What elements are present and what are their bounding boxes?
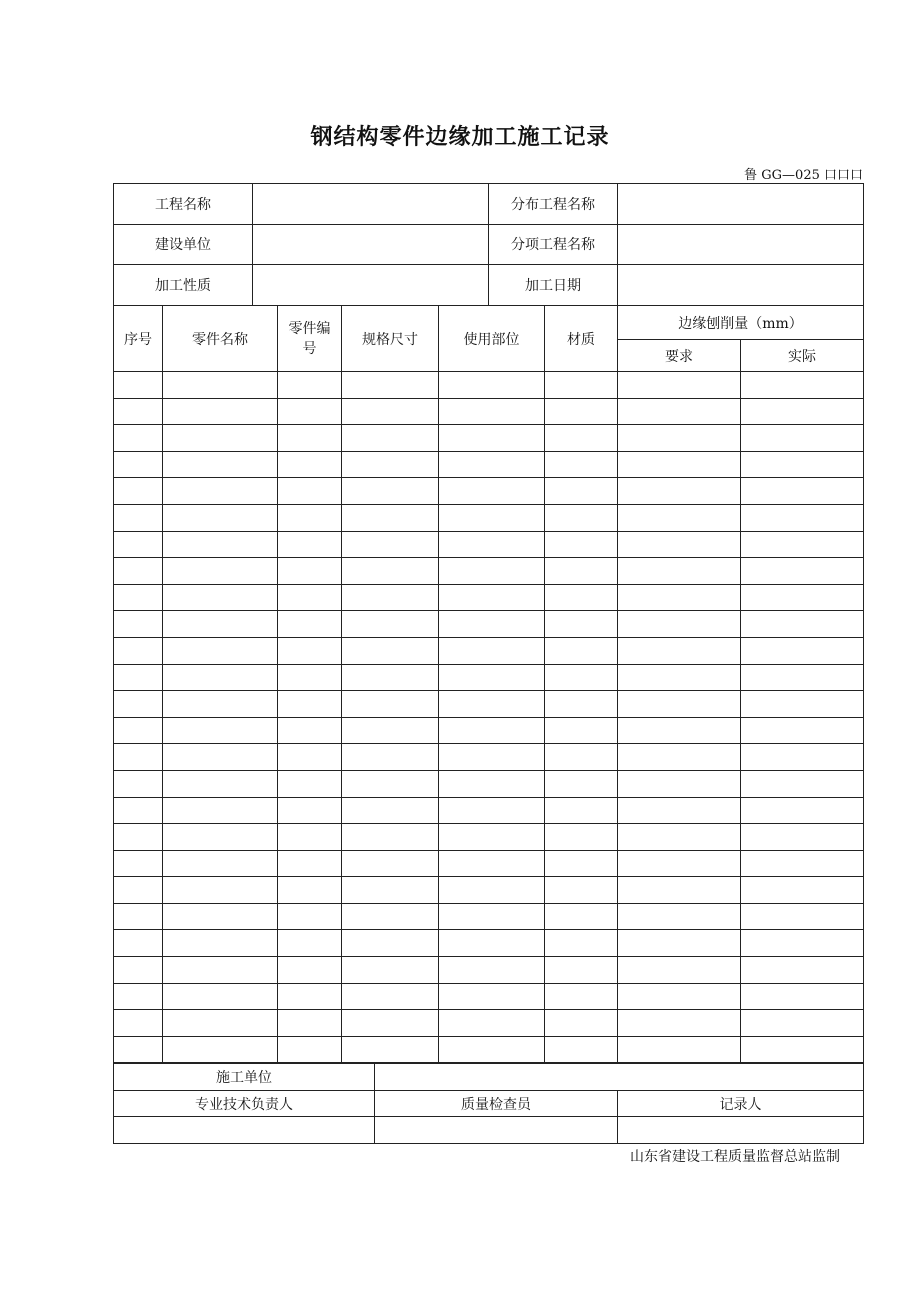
table-row xyxy=(114,584,864,611)
cell-seq[interactable] xyxy=(114,877,163,904)
cell-part-no[interactable] xyxy=(278,770,342,797)
cell-part-name[interactable] xyxy=(163,717,278,744)
cell-required[interactable] xyxy=(618,558,741,585)
cell-location[interactable] xyxy=(439,957,545,984)
header-material: 材质 xyxy=(545,306,618,372)
cell-required[interactable] xyxy=(618,744,741,771)
cell-location[interactable] xyxy=(439,478,545,505)
cell-location[interactable] xyxy=(439,877,545,904)
cell-required[interactable] xyxy=(618,824,741,851)
records-table xyxy=(113,305,864,1063)
process-nature-label: 加工性质 xyxy=(114,265,253,306)
item-project-label: 分项工程名称 xyxy=(489,224,618,265)
cell-part-no[interactable] xyxy=(278,983,342,1010)
cell-actual[interactable] xyxy=(741,372,864,399)
cell-part-name[interactable] xyxy=(163,1010,278,1037)
cell-part-no[interactable] xyxy=(278,930,342,957)
cell-spec[interactable] xyxy=(342,1010,439,1037)
cell-seq[interactable] xyxy=(114,531,163,558)
cell-actual[interactable] xyxy=(741,478,864,505)
cell-seq[interactable] xyxy=(114,1036,163,1063)
cell-actual[interactable] xyxy=(741,611,864,638)
cell-part-no[interactable] xyxy=(278,1010,342,1037)
cell-spec[interactable] xyxy=(342,1036,439,1063)
builder-field[interactable] xyxy=(253,224,489,265)
table-row xyxy=(114,877,864,904)
cell-spec[interactable] xyxy=(342,797,439,824)
cell-part-no[interactable] xyxy=(278,957,342,984)
cell-seq[interactable] xyxy=(114,957,163,984)
cell-material[interactable] xyxy=(545,850,618,877)
table-row xyxy=(114,983,864,1010)
cell-part-no[interactable] xyxy=(278,850,342,877)
cell-part-name[interactable] xyxy=(163,797,278,824)
cell-seq[interactable] xyxy=(114,504,163,531)
cell-location[interactable] xyxy=(439,850,545,877)
cell-required[interactable] xyxy=(618,637,741,664)
cell-spec[interactable] xyxy=(342,983,439,1010)
table-row xyxy=(114,717,864,744)
cell-part-name[interactable] xyxy=(163,983,278,1010)
cell-part-name[interactable] xyxy=(163,451,278,478)
table-row xyxy=(114,372,864,399)
table-row xyxy=(114,664,864,691)
sub-project-field[interactable] xyxy=(618,184,864,225)
cell-location[interactable] xyxy=(439,372,545,399)
cell-material[interactable] xyxy=(545,425,618,452)
cell-part-name[interactable] xyxy=(163,504,278,531)
cell-part-name[interactable] xyxy=(163,824,278,851)
cell-actual[interactable] xyxy=(741,824,864,851)
cell-part-name[interactable] xyxy=(163,744,278,771)
table-row xyxy=(114,770,864,797)
cell-location[interactable] xyxy=(439,1036,545,1063)
cell-part-no[interactable] xyxy=(278,425,342,452)
cell-seq[interactable] xyxy=(114,983,163,1010)
cell-location[interactable] xyxy=(439,983,545,1010)
sub-project-label: 分布工程名称 xyxy=(489,184,618,225)
process-nature-field[interactable] xyxy=(253,265,489,306)
cell-actual[interactable] xyxy=(741,770,864,797)
cell-seq[interactable] xyxy=(114,398,163,425)
cell-spec[interactable] xyxy=(342,451,439,478)
cell-material[interactable] xyxy=(545,717,618,744)
issuer-note: 山东省建设工程质量监督总站监制 xyxy=(630,1149,840,1165)
cell-material[interactable] xyxy=(545,372,618,399)
cell-seq[interactable] xyxy=(114,1010,163,1037)
cell-actual[interactable] xyxy=(741,1036,864,1063)
table-row xyxy=(114,425,864,452)
cell-part-no[interactable] xyxy=(278,717,342,744)
cell-part-no[interactable] xyxy=(278,504,342,531)
cell-material[interactable] xyxy=(545,797,618,824)
cell-required[interactable] xyxy=(618,531,741,558)
table-row xyxy=(114,850,864,877)
cell-seq[interactable] xyxy=(114,744,163,771)
cell-part-name[interactable] xyxy=(163,637,278,664)
cell-spec[interactable] xyxy=(342,903,439,930)
cell-spec[interactable] xyxy=(342,664,439,691)
cell-location[interactable] xyxy=(439,637,545,664)
table-row xyxy=(114,504,864,531)
table-row xyxy=(114,1036,864,1063)
page-title: 钢结构零件边缘加工施工记录 xyxy=(310,125,610,150)
cell-location[interactable] xyxy=(439,930,545,957)
table-row xyxy=(114,957,864,984)
cell-required[interactable] xyxy=(618,611,741,638)
cell-required[interactable] xyxy=(618,425,741,452)
cell-required[interactable] xyxy=(618,478,741,505)
cell-part-name[interactable] xyxy=(163,1036,278,1063)
construction-unit-field[interactable] xyxy=(375,1064,864,1091)
header-seq: 序号 xyxy=(114,306,163,372)
table-row xyxy=(114,797,864,824)
cell-location[interactable] xyxy=(439,664,545,691)
cell-actual[interactable] xyxy=(741,930,864,957)
cell-actual[interactable] xyxy=(741,584,864,611)
cell-actual[interactable] xyxy=(741,637,864,664)
cell-part-no[interactable] xyxy=(278,877,342,904)
info-table xyxy=(113,183,864,306)
table-row xyxy=(114,558,864,585)
cell-seq[interactable] xyxy=(114,558,163,585)
cell-part-no[interactable] xyxy=(278,584,342,611)
cell-material[interactable] xyxy=(545,504,618,531)
cell-part-no[interactable] xyxy=(278,691,342,718)
cell-material[interactable] xyxy=(545,451,618,478)
construction-unit-label: 施工单位 xyxy=(114,1064,375,1091)
process-date-field[interactable] xyxy=(618,265,864,306)
cell-location[interactable] xyxy=(439,504,545,531)
cell-actual[interactable] xyxy=(741,425,864,452)
cell-part-name[interactable] xyxy=(163,930,278,957)
cell-actual[interactable] xyxy=(741,877,864,904)
table-row xyxy=(114,930,864,957)
cell-seq[interactable] xyxy=(114,717,163,744)
cell-material[interactable] xyxy=(545,478,618,505)
cell-material[interactable] xyxy=(545,770,618,797)
cell-material[interactable] xyxy=(545,1036,618,1063)
cell-actual[interactable] xyxy=(741,664,864,691)
cell-spec[interactable] xyxy=(342,478,439,505)
cell-location[interactable] xyxy=(439,744,545,771)
cell-material[interactable] xyxy=(545,664,618,691)
cell-seq[interactable] xyxy=(114,824,163,851)
builder-label: 建设单位 xyxy=(114,224,253,265)
cell-spec[interactable] xyxy=(342,398,439,425)
cell-required[interactable] xyxy=(618,451,741,478)
cell-part-no[interactable] xyxy=(278,744,342,771)
cell-required[interactable] xyxy=(618,717,741,744)
header-part-name: 零件名称 xyxy=(163,306,278,372)
cell-part-no[interactable] xyxy=(278,398,342,425)
cell-part-name[interactable] xyxy=(163,957,278,984)
cell-required[interactable] xyxy=(618,877,741,904)
cell-seq[interactable] xyxy=(114,372,163,399)
cell-spec[interactable] xyxy=(342,558,439,585)
cell-actual[interactable] xyxy=(741,850,864,877)
cell-seq[interactable] xyxy=(114,478,163,505)
cell-material[interactable] xyxy=(545,584,618,611)
table-row xyxy=(114,691,864,718)
form-code: 鲁 GG—025 口口口 xyxy=(744,168,863,183)
cell-part-name[interactable] xyxy=(163,691,278,718)
cell-location[interactable] xyxy=(439,425,545,452)
cell-location[interactable] xyxy=(439,531,545,558)
cell-required[interactable] xyxy=(618,850,741,877)
cell-part-name[interactable] xyxy=(163,850,278,877)
cell-part-name[interactable] xyxy=(163,478,278,505)
cell-material[interactable] xyxy=(545,983,618,1010)
cell-actual[interactable] xyxy=(741,531,864,558)
cell-material[interactable] xyxy=(545,398,618,425)
cell-part-no[interactable] xyxy=(278,478,342,505)
cell-part-no[interactable] xyxy=(278,797,342,824)
cell-actual[interactable] xyxy=(741,717,864,744)
header-location: 使用部位 xyxy=(439,306,545,372)
cell-part-no[interactable] xyxy=(278,903,342,930)
tech-lead-label: 专业技术负责人 xyxy=(114,1090,375,1117)
cell-spec[interactable] xyxy=(342,691,439,718)
cell-required[interactable] xyxy=(618,930,741,957)
cell-spec[interactable] xyxy=(342,531,439,558)
table-row xyxy=(114,824,864,851)
cell-seq[interactable] xyxy=(114,451,163,478)
table-row xyxy=(114,531,864,558)
cell-location[interactable] xyxy=(439,611,545,638)
cell-material[interactable] xyxy=(545,637,618,664)
cell-material[interactable] xyxy=(545,691,618,718)
cell-location[interactable] xyxy=(439,797,545,824)
cell-part-no[interactable] xyxy=(278,372,342,399)
cell-location[interactable] xyxy=(439,451,545,478)
cell-material[interactable] xyxy=(545,957,618,984)
cell-location[interactable] xyxy=(439,1010,545,1037)
cell-actual[interactable] xyxy=(741,504,864,531)
cell-spec[interactable] xyxy=(342,957,439,984)
cell-seq[interactable] xyxy=(114,903,163,930)
cell-part-name[interactable] xyxy=(163,558,278,585)
table-row xyxy=(114,478,864,505)
cell-seq[interactable] xyxy=(114,797,163,824)
cell-actual[interactable] xyxy=(741,983,864,1010)
table-row xyxy=(114,744,864,771)
cell-spec[interactable] xyxy=(342,770,439,797)
cell-seq[interactable] xyxy=(114,930,163,957)
recorder-signature[interactable] xyxy=(618,1117,864,1144)
table-row xyxy=(114,903,864,930)
header-edge-group: 边缘刨削量（mm） xyxy=(618,306,864,340)
cell-part-name[interactable] xyxy=(163,531,278,558)
cell-actual[interactable] xyxy=(741,691,864,718)
cell-part-no[interactable] xyxy=(278,664,342,691)
cell-spec[interactable] xyxy=(342,824,439,851)
cell-seq[interactable] xyxy=(114,770,163,797)
cell-part-no[interactable] xyxy=(278,1036,342,1063)
table-row xyxy=(114,451,864,478)
cell-part-name[interactable] xyxy=(163,877,278,904)
cell-actual[interactable] xyxy=(741,398,864,425)
cell-material[interactable] xyxy=(545,611,618,638)
cell-material[interactable] xyxy=(545,903,618,930)
cell-spec[interactable] xyxy=(342,717,439,744)
cell-part-no[interactable] xyxy=(278,611,342,638)
table-row xyxy=(114,637,864,664)
cell-spec[interactable] xyxy=(342,877,439,904)
cell-part-name[interactable] xyxy=(163,770,278,797)
cell-material[interactable] xyxy=(545,930,618,957)
cell-part-no[interactable] xyxy=(278,451,342,478)
cell-location[interactable] xyxy=(439,903,545,930)
cell-required[interactable] xyxy=(618,398,741,425)
cell-part-name[interactable] xyxy=(163,398,278,425)
recorder-label: 记录人 xyxy=(618,1090,864,1117)
cell-spec[interactable] xyxy=(342,930,439,957)
process-date-label: 加工日期 xyxy=(489,265,618,306)
cell-required[interactable] xyxy=(618,770,741,797)
cell-part-no[interactable] xyxy=(278,824,342,851)
cell-spec[interactable] xyxy=(342,372,439,399)
cell-location[interactable] xyxy=(439,398,545,425)
cell-actual[interactable] xyxy=(741,957,864,984)
cell-required[interactable] xyxy=(618,797,741,824)
header-part-no: 零件编号 xyxy=(278,306,342,372)
cell-required[interactable] xyxy=(618,691,741,718)
inspector-signature[interactable] xyxy=(375,1117,618,1144)
cell-actual[interactable] xyxy=(741,744,864,771)
cell-spec[interactable] xyxy=(342,425,439,452)
table-row xyxy=(114,398,864,425)
cell-part-name[interactable] xyxy=(163,372,278,399)
cell-part-no[interactable] xyxy=(278,531,342,558)
cell-required[interactable] xyxy=(618,504,741,531)
inspector-label: 质量检查员 xyxy=(375,1090,618,1117)
cell-actual[interactable] xyxy=(741,451,864,478)
cell-part-name[interactable] xyxy=(163,425,278,452)
project-name-label: 工程名称 xyxy=(114,184,253,225)
cell-seq[interactable] xyxy=(114,691,163,718)
cell-actual[interactable] xyxy=(741,1010,864,1037)
table-row xyxy=(114,611,864,638)
cell-material[interactable] xyxy=(545,744,618,771)
cell-spec[interactable] xyxy=(342,504,439,531)
cell-location[interactable] xyxy=(439,691,545,718)
cell-spec[interactable] xyxy=(342,850,439,877)
cell-location[interactable] xyxy=(439,824,545,851)
cell-required[interactable] xyxy=(618,584,741,611)
cell-seq[interactable] xyxy=(114,850,163,877)
cell-seq[interactable] xyxy=(114,425,163,452)
header-required: 要求 xyxy=(618,340,741,372)
cell-part-name[interactable] xyxy=(163,584,278,611)
cell-seq[interactable] xyxy=(114,584,163,611)
item-project-field[interactable] xyxy=(618,224,864,265)
cell-part-name[interactable] xyxy=(163,611,278,638)
cell-part-name[interactable] xyxy=(163,664,278,691)
cell-location[interactable] xyxy=(439,717,545,744)
cell-location[interactable] xyxy=(439,770,545,797)
cell-required[interactable] xyxy=(618,372,741,399)
cell-part-no[interactable] xyxy=(278,558,342,585)
cell-actual[interactable] xyxy=(741,797,864,824)
project-name-field[interactable] xyxy=(253,184,489,225)
cell-required[interactable] xyxy=(618,957,741,984)
cell-part-name[interactable] xyxy=(163,903,278,930)
cell-material[interactable] xyxy=(545,1010,618,1037)
signature-table xyxy=(113,1063,864,1144)
cell-spec[interactable] xyxy=(342,611,439,638)
table-row xyxy=(114,1010,864,1037)
cell-seq[interactable] xyxy=(114,637,163,664)
cell-required[interactable] xyxy=(618,903,741,930)
cell-actual[interactable] xyxy=(741,558,864,585)
cell-spec[interactable] xyxy=(342,584,439,611)
header-spec: 规格尺寸 xyxy=(342,306,439,372)
cell-required[interactable] xyxy=(618,983,741,1010)
cell-seq[interactable] xyxy=(114,611,163,638)
cell-material[interactable] xyxy=(545,877,618,904)
tech-lead-signature[interactable] xyxy=(114,1117,375,1144)
cell-location[interactable] xyxy=(439,558,545,585)
header-actual: 实际 xyxy=(741,340,864,372)
cell-material[interactable] xyxy=(545,531,618,558)
cell-location[interactable] xyxy=(439,584,545,611)
cell-actual[interactable] xyxy=(741,903,864,930)
cell-part-no[interactable] xyxy=(278,637,342,664)
cell-seq[interactable] xyxy=(114,664,163,691)
cell-spec[interactable] xyxy=(342,637,439,664)
cell-required[interactable] xyxy=(618,664,741,691)
cell-material[interactable] xyxy=(545,558,618,585)
cell-material[interactable] xyxy=(545,824,618,851)
cell-spec[interactable] xyxy=(342,744,439,771)
cell-required[interactable] xyxy=(618,1036,741,1063)
cell-required[interactable] xyxy=(618,1010,741,1037)
